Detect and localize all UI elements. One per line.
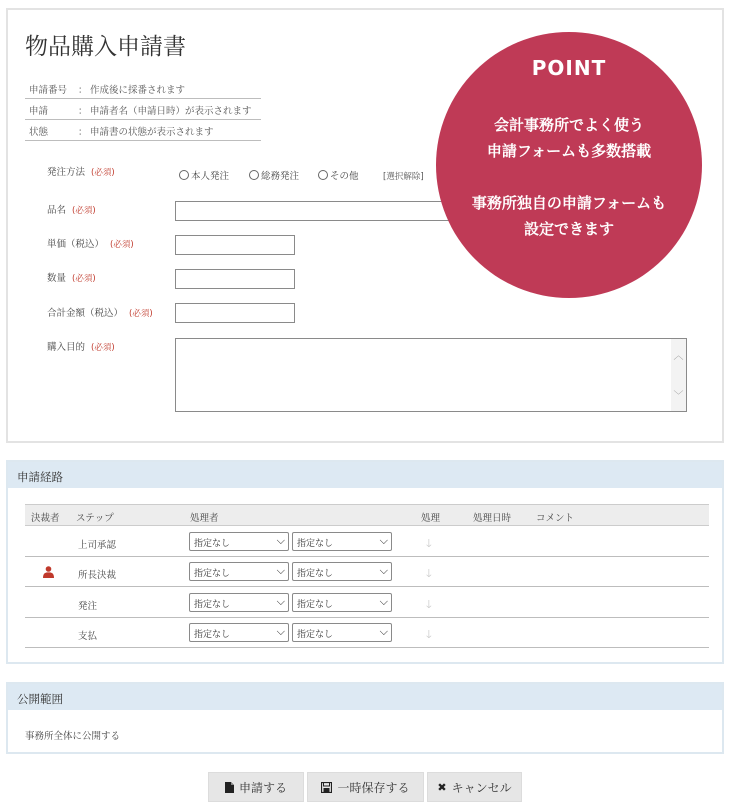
required-mark: (必須) xyxy=(91,168,115,178)
handler-select-1[interactable] xyxy=(189,562,289,581)
order-method-label-text: 発注方法 xyxy=(47,167,86,178)
point-text-line: 申請フォームも多数搭載 xyxy=(486,142,652,160)
select-value: 指定なし xyxy=(194,600,231,610)
chevron-down-icon: ⌵ xyxy=(276,595,285,608)
step-name: 所長決裁 xyxy=(78,570,117,581)
unit-price-label-text: 単価（税込） xyxy=(47,239,105,250)
total-amount-input[interactable] xyxy=(175,303,295,323)
public-scope-panel xyxy=(6,682,724,754)
close-icon: ✖ xyxy=(437,780,447,794)
save-icon xyxy=(321,782,332,793)
handler-select-2[interactable] xyxy=(292,623,392,642)
route-row xyxy=(25,588,709,618)
chevron-down-icon: ⌵ xyxy=(379,625,388,638)
radio-circle-icon[interactable] xyxy=(318,170,328,180)
step-name: 発注 xyxy=(78,601,98,612)
route-row xyxy=(25,557,709,587)
purpose-label xyxy=(47,339,115,353)
handler-select-2[interactable] xyxy=(292,593,392,612)
unit-price-input[interactable] xyxy=(175,235,295,255)
save-draft-button-label: 一時保存する xyxy=(337,780,410,795)
route-section-header xyxy=(8,462,722,488)
required-mark: (必須) xyxy=(72,206,96,216)
purpose-textarea[interactable] xyxy=(175,338,687,412)
quantity-input[interactable] xyxy=(175,269,295,289)
col-process-date: 処理日時 xyxy=(473,513,512,524)
radio-self-order[interactable] xyxy=(179,168,229,182)
select-value: 指定なし xyxy=(297,600,334,610)
chevron-down-icon: ⌵ xyxy=(276,534,285,547)
handler-select-1[interactable] xyxy=(189,593,289,612)
item-name-label-text: 品名 xyxy=(47,205,67,216)
route-row xyxy=(25,527,709,557)
point-text-line: 事務所独自の申請フォームも xyxy=(471,194,667,212)
meta-value: 作成後に採番されます xyxy=(90,85,186,96)
submit-button[interactable] xyxy=(208,772,304,802)
chevron-down-icon: ⌵ xyxy=(379,564,388,577)
required-mark: (必須) xyxy=(110,240,134,250)
col-approver: 決裁者 xyxy=(31,513,60,524)
required-mark: (必須) xyxy=(91,343,115,353)
clear-selection-link[interactable]: [選択解除] xyxy=(383,172,424,182)
meta-value: 申請書の状態が表示されます xyxy=(90,127,214,138)
meta-colon: ： xyxy=(78,127,88,138)
form-title: 物品購入申請書 xyxy=(25,34,186,60)
arrow-down-icon: 🡓 xyxy=(426,628,432,641)
col-step: ステップ xyxy=(76,513,114,524)
step-name: 支払 xyxy=(78,631,98,642)
submit-button-label: 申請する xyxy=(238,780,287,795)
public-section-header xyxy=(8,684,722,710)
col-handler: 処理者 xyxy=(190,513,219,524)
meta-application-number xyxy=(25,78,261,99)
chevron-down-icon: ⌵ xyxy=(276,625,285,638)
radio-label: 総務発注 xyxy=(261,171,300,182)
radio-circle-icon[interactable] xyxy=(179,170,189,180)
route-row xyxy=(25,618,709,648)
person-icon xyxy=(43,566,54,578)
radio-label: 本人発注 xyxy=(191,171,230,182)
meta-key: 状態 xyxy=(29,127,49,138)
order-method-label xyxy=(47,164,115,178)
quantity-label xyxy=(47,270,96,284)
save-draft-button[interactable] xyxy=(307,772,424,802)
meta-key: 申請番号 xyxy=(29,85,68,96)
route-panel xyxy=(6,460,724,664)
radio-label: その他 xyxy=(330,171,359,182)
unit-price-label xyxy=(47,236,134,250)
handler-select-1[interactable] xyxy=(189,623,289,642)
arrow-down-icon: 🡓 xyxy=(426,567,432,580)
radio-general-affairs-order[interactable] xyxy=(249,168,299,182)
required-mark: (必須) xyxy=(129,309,153,319)
purpose-label-text: 購入目的 xyxy=(47,342,86,353)
scroll-down-icon[interactable]: ﹀ xyxy=(673,390,684,402)
cancel-button-label: キャンセル xyxy=(451,780,512,795)
scroll-up-icon[interactable]: ︿ xyxy=(673,350,684,362)
route-table-header xyxy=(25,504,709,526)
public-scope-text: 事務所全体に公開する xyxy=(25,731,121,742)
col-comment: コメント xyxy=(536,513,575,524)
select-value: 指定なし xyxy=(297,630,334,640)
arrow-down-icon: 🡓 xyxy=(426,537,432,550)
point-callout xyxy=(436,32,702,298)
item-name-label xyxy=(47,202,96,216)
radio-circle-icon[interactable] xyxy=(249,170,259,180)
public-heading: 公開範囲 xyxy=(17,692,63,706)
handler-select-1[interactable] xyxy=(189,532,289,551)
point-text-line: 設定できます xyxy=(523,220,614,238)
meta-colon: ： xyxy=(78,106,88,117)
quantity-label-text: 数量 xyxy=(47,273,67,284)
select-value: 指定なし xyxy=(194,569,231,579)
point-text-line: 会計事務所でよく使う xyxy=(493,116,644,134)
handler-select-2[interactable] xyxy=(292,562,392,581)
route-heading: 申請経路 xyxy=(17,470,63,484)
select-value: 指定なし xyxy=(194,630,231,640)
textarea-scrollbar[interactable] xyxy=(671,339,686,411)
total-amount-label-text: 合計金額（税込） xyxy=(47,308,124,319)
required-mark: (必須) xyxy=(72,274,96,284)
radio-other[interactable] xyxy=(318,168,359,182)
step-name: 上司承認 xyxy=(78,540,117,551)
meta-status xyxy=(25,120,261,141)
select-value: 指定なし xyxy=(297,539,334,549)
chevron-down-icon: ⌵ xyxy=(276,564,285,577)
arrow-down-icon: 🡓 xyxy=(426,598,432,611)
total-amount-label xyxy=(47,305,153,319)
point-title: POINT xyxy=(531,56,607,80)
meta-colon: ： xyxy=(78,85,88,96)
select-value: 指定なし xyxy=(297,569,334,579)
meta-applicant xyxy=(25,99,261,120)
meta-value: 申請者名（申請日時）が表示されます xyxy=(90,106,252,117)
handler-select-2[interactable] xyxy=(292,532,392,551)
select-value: 指定なし xyxy=(194,539,231,549)
meta-key: 申請 xyxy=(29,106,49,117)
document-icon xyxy=(225,782,234,793)
chevron-down-icon: ⌵ xyxy=(379,595,388,608)
chevron-down-icon: ⌵ xyxy=(379,534,388,547)
cancel-button[interactable] xyxy=(427,772,522,802)
col-process: 処理 xyxy=(421,513,441,524)
